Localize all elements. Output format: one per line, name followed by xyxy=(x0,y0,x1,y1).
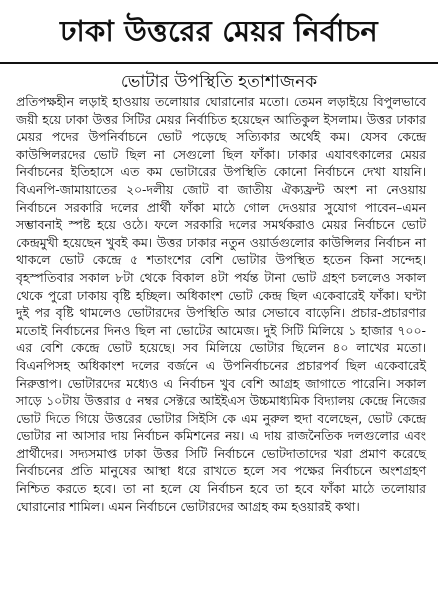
subheadline: ভোটার উপস্থিতি হতাশাজনক xyxy=(120,72,318,92)
headline: ঢাকা উত্তরের মেয়র নির্বাচন xyxy=(60,14,378,48)
headline-divider xyxy=(0,62,438,64)
article-paragraph: প্রতিপক্ষহীন লড়াই হাওয়ায় তলোয়ার ঘোরানোর মতো। তেমন লড়াইয়ে বিপুলভাবে জয়ী হয়ে ঢাকা উত্তর সিটির মেয়র নির্বাচিত হয়েছেন আতিকুল ইসলাম। উত্তর ঢাকার মেয়র পদের উপনির্বাচনে ভোট পড়েছে সত্যিকার অর্থেই কম। যেসব কেন্দ্রে কাউন্সিলরদের ভোট ছিল না সেগুলো ছিল ফাঁকা। ঢাকার এযাবৎকালের মেয়র নির্বাচনের ইতিহাসে এত কম ভোটারের উপস্থিতি কোনো নির্বাচনে দেখা যায়নি। বিএনপি-জামায়াতের ২০-দলীয় জোট বা জাতীয় ঐক্যফ্রন্ট অংশ না নেওয়ায় নির্বাচনে সরকারি দলের প্রার্থী ফাঁকা মাঠে গোল দেওয়ার সুযোগ পাবেন–এমন সম্ভাবনাই স্পষ্ট হয়ে ওঠে। ফলে সরকারি দলের সমর্থকরাও মেয়র নির্বাচনে ভোট কেন্দ্রমুখী হয়েছেন খুবই কম। উত্তর ঢাকার নতুন ওয়ার্ডগুলোর কাউন্সিলর নির্বাচন না থাকলে ভোট কেন্দ্রে ৫ শতাংশের বেশি ভোটার উপস্থিত হতেন কিনা সন্দেহ। বৃহস্পতিবার সকাল ৮টা থেকে বিকাল ৪টা পর্যন্ত টানা ভোট গ্রহণ চললেও সকাল থেকে পুরো ঢাকায় বৃষ্টি হচ্ছিল। অধিকাংশ ভোট কেন্দ্র ছিল একেবারেই ফাঁকা। ঘণ্টা দুই পর বৃষ্টি থামলেও ভোটারদের উপস্থিতি আর সেভাবে বাড়েনি। প্রচার-প্রচারণার মতোই নির্বাচনের দিনও ছিল না ভোটের আমেজ। দুই সিটি মিলিয়ে ১ হাজার ৭০০-এর বেশি কেন্দ্রে ভোট হয়েছে। সব মিলিয়ে ভোটার ছিলেন ৪০ লাখের মতো। বিএনপিসহ অধিকাংশ দলের বর্জনে এ উপনির্বাচনের প্রচারপর্ব ছিল একেবারেই নিরুত্তাপ। ভোটারদের মধ্যেও এ নির্বাচন খুব বেশি আগ্রহ জাগাতে পারেনি। সকাল সাড়ে ১০টায় উত্তরার ৫ নম্বর সেক্টরে আইইএস উচ্চমাধ্যমিক বিদ্যালয় কেন্দ্রে নিজের ভোট দিতে গিয়ে উত্তরের ভোটার সিইসি কে এম নুরুল হুদা বলেছেন, ভোট কেন্দ্রে ভোটার না আসার দায় নির্বাচন কমিশনের নয়। এ দায় রাজনৈতিক দলগুলোর এবং প্রার্থীদের। সদ্যসমাপ্ত ঢাকা উত্তর সিটি নির্বাচনে ভোটদাতাদের খরা প্রমাণ করেছে নির্বাচনের প্রতি মানুষের আস্থা ধরে রাখতে হলে সব পক্ষের নির্বাচনে অংশগ্রহণ নিশ্চিত করতে হবে। তা না হলে যে নির্বাচন হবে তা হবে ফাঁকা মাঠে তলোয়ার ঘোরানোর শামিল। এমন নির্বাচনে ভোটারদের আগ্রহ কম হওয়ারই কথা। xyxy=(16,94,426,514)
article-body xyxy=(16,93,426,515)
